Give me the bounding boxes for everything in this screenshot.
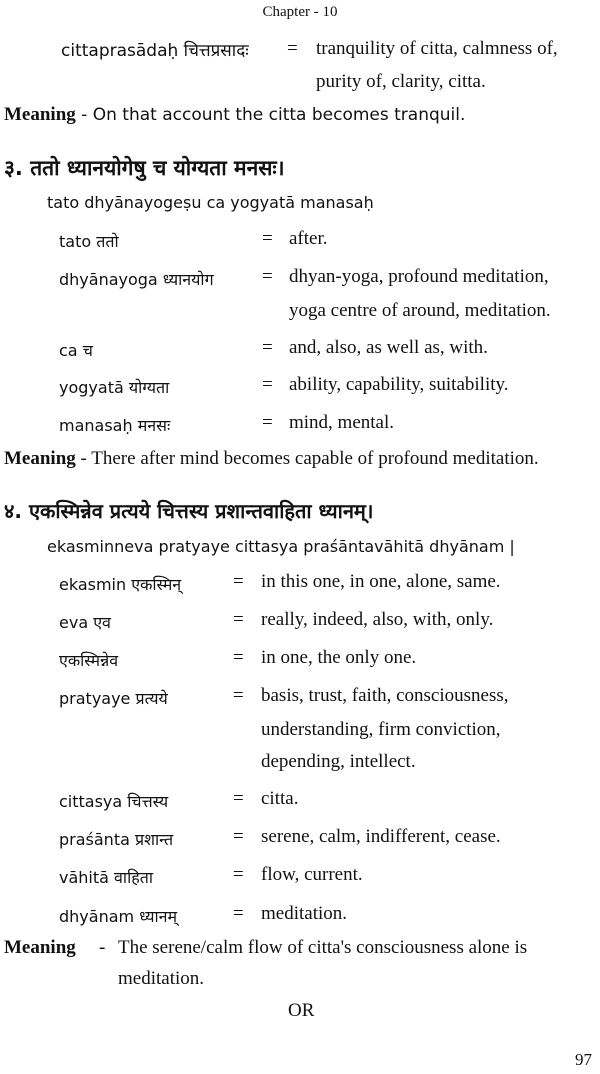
meaning-label: Meaning <box>4 104 76 125</box>
meaning-text-line: meditation. <box>118 968 205 989</box>
meaning-label: Meaning <box>4 448 76 469</box>
gloss-equals: = <box>233 609 244 630</box>
meaning-text: - On that account the citta becomes tranquil. <box>75 105 466 125</box>
gloss-definition-line: citta. <box>261 788 299 809</box>
gloss-definition-line: yoga centre of around, meditation. <box>289 300 551 321</box>
sutra-transliteration: ekasminneva pratyaye cittasya praśāntavāhitā dhyānam | <box>47 537 515 556</box>
meaning-label: Meaning <box>4 937 76 958</box>
meaning-paragraph <box>4 104 465 126</box>
gloss-definition-line: meditation. <box>261 903 348 924</box>
gloss-definition-line: depending, intellect. <box>261 751 416 772</box>
gloss-definition-line: purity of, clarity, citta. <box>316 71 486 92</box>
meaning-paragraph <box>4 448 539 470</box>
gloss-definition-line: tranquility of citta, calmness of, <box>316 38 558 59</box>
gloss-term: pratyaye प्रत्यये <box>59 689 168 708</box>
gloss-equals: = <box>233 903 244 924</box>
page-number: 97 <box>575 1050 592 1069</box>
gloss-term: एकस्मिन्नेव <box>59 651 119 670</box>
meaning-text-line: The serene/calm flow of citta's consciousness alone is <box>118 937 528 958</box>
gloss-equals: = <box>233 571 244 592</box>
gloss-equals: = <box>287 38 298 59</box>
gloss-equals: = <box>262 337 273 358</box>
sutra-heading: ३. ततो ध्यानयोगेषु च योग्यता मनसः। <box>4 156 285 180</box>
gloss-term: praśānta प्रशान्त <box>59 830 174 849</box>
gloss-term: manasaḥ मनसः <box>59 416 171 435</box>
gloss-term: dhyānayoga ध्यानयोग <box>59 270 214 289</box>
gloss-term: cittaprasādaḥ चित्तप्रसादः <box>61 41 249 61</box>
gloss-term: ekasmin एकस्मिन् <box>59 575 182 594</box>
gloss-definition-line: dhyan-yoga, profound meditation, <box>289 266 549 287</box>
gloss-definition-line: really, indeed, also, with, only. <box>261 609 494 630</box>
gloss-definition-line: and, also, as well as, with. <box>289 337 488 358</box>
gloss-definition-line: mind, mental. <box>289 412 395 433</box>
or-separator: OR <box>288 1000 315 1021</box>
sutra-heading: ४. एकस्मिन्नेव प्रत्यये चित्तस्य प्रशान्तवाहिता ध्यानम्। <box>4 499 374 523</box>
gloss-term: dhyānam ध्यानम् <box>59 907 178 926</box>
gloss-equals: = <box>262 374 273 395</box>
gloss-term: tato ततो <box>59 232 119 251</box>
gloss-term: eva एव <box>59 613 111 632</box>
gloss-equals: = <box>233 647 244 668</box>
gloss-definition-line: understanding, firm conviction, <box>261 719 501 740</box>
gloss-definition-line: after. <box>289 228 328 249</box>
gloss-equals: = <box>262 228 273 249</box>
gloss-definition-line: basis, trust, faith, consciousness, <box>261 685 509 706</box>
chapter-header: Chapter - 10 <box>262 4 338 20</box>
sutra-transliteration: tato dhyānayogeṣu ca yogyatā manasaḥ <box>47 193 374 212</box>
gloss-term: yogyatā योग्यता <box>59 378 170 397</box>
gloss-equals: = <box>262 266 273 287</box>
gloss-term: cittasya चित्तस्य <box>59 792 169 811</box>
gloss-definition-line: in this one, in one, alone, same. <box>261 571 501 592</box>
gloss-term: vāhitā वाहिता <box>59 868 153 887</box>
gloss-definition-line: in one, the only one. <box>261 647 417 668</box>
meaning-text: - There after mind becomes capable of profound meditation. <box>75 448 539 469</box>
gloss-term: ca च <box>59 341 93 360</box>
gloss-definition-line: serene, calm, indifferent, cease. <box>261 826 501 847</box>
gloss-equals: = <box>233 788 244 809</box>
gloss-definition-line: ability, capability, suitability. <box>289 374 509 395</box>
gloss-equals: = <box>262 412 273 433</box>
gloss-equals: = <box>233 826 244 847</box>
gloss-equals: = <box>233 864 244 885</box>
gloss-definition-line: flow, current. <box>261 864 363 885</box>
gloss-equals: = <box>233 685 244 706</box>
meaning-dash: - <box>99 937 106 958</box>
